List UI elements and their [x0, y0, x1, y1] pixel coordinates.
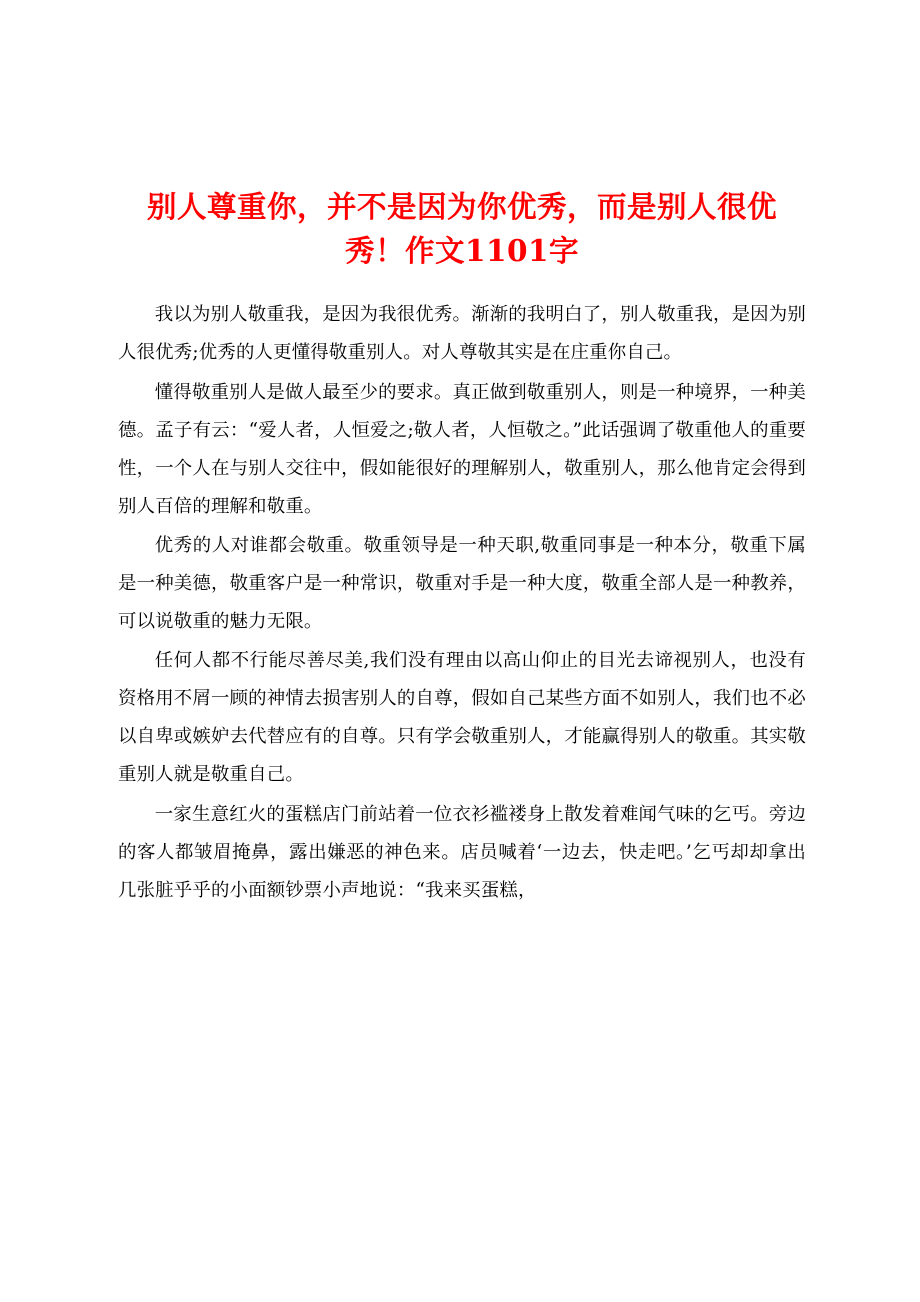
paragraph: 懂得敬重别人是做人最至少的要求。真正做到敬重别人，则是一种境界，一种美德。孟子有云：“爱人者，人恒爱之;敬人者，人恒敬之。”此话强调了敬重他人的重要性，一个人在与别人交往中，假如能很好的理解别人，敬重别人，那么他肯定会得到别人百倍的理解和敬重。	[118, 381, 806, 517]
paragraph: 我以为别人敬重我，是因为我很优秀。渐渐的我明白了，别人敬重我，是因为别人很优秀;优秀的人更懂得敬重别人。对人尊敬其实是在庄重你自己。	[118, 304, 806, 364]
page-title: 别人尊重你，并不是因为你优秀，而是别人很优秀！作文1101字	[146, 189, 777, 268]
paragraph: 任何人都不行能尽善尽美,我们没有理由以高山仰止的目光去谛视别人，也没有资格用不屑一顾的神情去损害别人的自尊，假如自己某些方面不如别人，我们也不必以自卑或嫉妒去代替应有的自尊。只有学会敬重别人，才能赢得别人的敬重。其实敬重别人就是敬重自己。	[118, 650, 806, 786]
paragraph: 优秀的人对谁都会敬重。敬重领导是一种天职,敬重同事是一种本分，敬重下属是一种美德，敬重客户是一种常识，敬重对手是一种大度，敬重全部人是一种教养，可以说敬重的魅力无限。	[118, 534, 806, 633]
document-body	[118, 185, 806, 911]
paragraph: 一家生意红火的蛋糕店门前站着一位衣衫褴褛身上散发着难闻气味的乞丐。旁边的客人都皱眉掩鼻，露出嫌恶的神色来。店员喊着‘一边去，快走吧。’乞丐却却拿出几张脏乎乎的小面额钞票小声地说：“我来买蛋糕，	[118, 803, 806, 901]
